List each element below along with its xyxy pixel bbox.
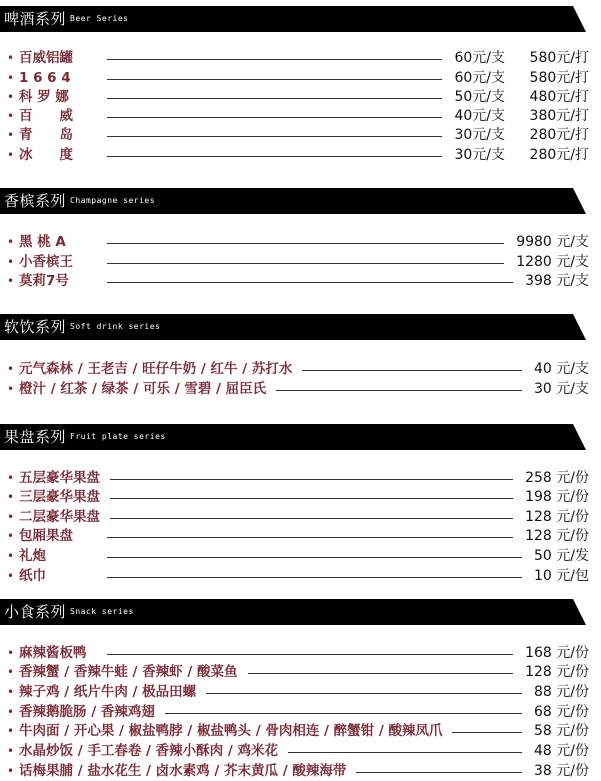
leader-line xyxy=(110,479,513,480)
item-name: 辣子鸡 / 纸片牛肉 / 极品田螺 xyxy=(19,684,197,700)
leader-line xyxy=(107,654,513,655)
menu-item-row xyxy=(0,527,601,546)
leader-line xyxy=(110,518,513,519)
section-title: 香槟系列 xyxy=(4,192,67,210)
item-price: 30 元/支 xyxy=(534,381,589,397)
menu-item-row xyxy=(0,107,601,126)
bullet-marker: • xyxy=(7,235,15,249)
leader-line xyxy=(248,673,513,674)
item-price: 68 元/份 xyxy=(534,704,589,720)
item-price: 128 元/份 xyxy=(525,509,589,525)
menu-item-row xyxy=(0,126,601,145)
leader-line xyxy=(356,772,522,773)
section-header xyxy=(0,6,601,32)
item-price: 258 元/份 xyxy=(525,470,589,486)
menu-item-row xyxy=(0,49,601,68)
item-name: 橙汁 / 红茶 / 绿茶 / 可乐 / 雪碧 / 屈臣氏 xyxy=(19,381,267,397)
section-subtitle: Fruit plate series xyxy=(70,432,166,441)
menu-item-row xyxy=(0,253,601,272)
menu-item-row xyxy=(0,488,601,507)
item-name: 纸巾 xyxy=(19,568,46,584)
leader-line xyxy=(452,732,522,733)
bullet-marker: • xyxy=(7,148,15,162)
item-name: 黑 桃 A xyxy=(19,234,66,250)
menu-item-row xyxy=(0,547,601,566)
menu-section xyxy=(0,599,601,779)
menu-item-row xyxy=(0,146,601,165)
bullet-marker: • xyxy=(7,646,15,660)
item-name: 麻辣酱板鸭 xyxy=(19,645,87,661)
item-name: 香辣蟹 / 香辣牛蛙 / 香辣虾 / 酸菜鱼 xyxy=(19,664,238,680)
leader-line xyxy=(110,498,513,499)
item-name: 1 6 6 4 xyxy=(19,70,71,86)
bullet-marker: • xyxy=(7,705,15,719)
price-per-bottle: 30元/支 xyxy=(454,147,505,163)
bullet-marker: • xyxy=(7,510,15,524)
price-per-dozen: 580元/打 xyxy=(529,70,589,86)
menu-item-row xyxy=(0,644,601,663)
section-subtitle: Snack series xyxy=(70,607,134,616)
leader-line xyxy=(107,557,522,558)
bullet-marker: • xyxy=(7,685,15,699)
section-header xyxy=(0,188,601,214)
leader-line xyxy=(165,713,522,714)
item-price: 48 元/份 xyxy=(534,743,589,759)
item-price: 40 元/支 xyxy=(534,361,589,377)
item-price: 168 元/份 xyxy=(525,645,589,661)
item-name: 莫莉7号 xyxy=(19,273,69,289)
item-name: 三层豪华果盘 xyxy=(19,489,100,505)
menu-item-row xyxy=(0,683,601,702)
leader-line xyxy=(107,117,442,118)
item-price: 128 元/份 xyxy=(525,528,589,544)
leader-line xyxy=(107,577,522,578)
item-name: 牛肉面 / 开心果 / 椒盐鸭脖 / 椒盐鸭头 / 骨肉相连 / 醉蟹钳 / 酸辣凤爪 xyxy=(19,723,443,739)
item-price: 10 元/包 xyxy=(534,568,589,584)
section-title: 啤酒系列 xyxy=(4,10,67,28)
leader-line xyxy=(302,370,522,371)
item-price: 38 元/份 xyxy=(534,763,589,779)
menu-item-row xyxy=(0,233,601,252)
bullet-marker: • xyxy=(7,529,15,543)
menu-item-row xyxy=(0,69,601,88)
bullet-marker: • xyxy=(7,471,15,485)
item-price: 1280 元/支 xyxy=(516,254,589,270)
section-subtitle: Soft drink series xyxy=(70,322,161,331)
item-name: 礼炮 xyxy=(19,548,46,564)
bullet-marker: • xyxy=(7,128,15,142)
section-header xyxy=(0,314,601,340)
item-price: 50 元/发 xyxy=(534,548,589,564)
item-name: 青 岛 xyxy=(19,127,73,143)
item-price: 88 元/份 xyxy=(534,684,589,700)
bullet-marker: • xyxy=(7,109,15,123)
leader-line xyxy=(206,693,522,694)
menu-item-row xyxy=(0,567,601,586)
bullet-marker: • xyxy=(7,362,15,376)
section-header xyxy=(0,424,601,450)
item-price: 9980 元/支 xyxy=(516,234,589,250)
menu-section xyxy=(0,188,601,289)
price-per-bottle: 30元/支 xyxy=(454,127,505,143)
menu-item-row xyxy=(0,508,601,527)
section-subtitle: Beer Series xyxy=(70,14,129,23)
item-name: 元气森林 / 王老吉 / 旺仔牛奶 / 红牛 / 苏打水 xyxy=(19,361,293,377)
section-subtitle: Champagne series xyxy=(70,196,156,205)
bullet-marker: • xyxy=(7,744,15,758)
leader-line xyxy=(107,156,442,157)
menu-section xyxy=(0,424,601,584)
price-per-bottle: 40元/支 xyxy=(454,108,505,124)
leader-line xyxy=(107,59,442,60)
bullet-marker: • xyxy=(7,90,15,104)
leader-line xyxy=(107,136,442,137)
menu-item-row xyxy=(0,380,601,399)
bullet-marker: • xyxy=(7,490,15,504)
price-per-dozen: 280元/打 xyxy=(529,127,589,143)
item-name: 百威铝罐 xyxy=(19,50,73,66)
item-price: 198 元/份 xyxy=(525,489,589,505)
price-per-bottle: 60元/支 xyxy=(454,50,505,66)
bullet-marker: • xyxy=(7,71,15,85)
item-name: 香辣鹅脆肠 / 香辣鸡翅 xyxy=(19,704,155,720)
menu-item-row xyxy=(0,663,601,682)
price-per-dozen: 280元/打 xyxy=(529,147,589,163)
bullet-marker: • xyxy=(7,51,15,65)
bullet-marker: • xyxy=(7,382,15,396)
menu-section xyxy=(0,314,601,397)
price-per-dozen: 380元/打 xyxy=(529,108,589,124)
leader-line xyxy=(107,282,513,283)
menu-item-row xyxy=(0,703,601,722)
section-title: 小食系列 xyxy=(4,603,67,621)
item-name: 二层豪华果盘 xyxy=(19,509,100,525)
menu-section xyxy=(0,6,601,163)
item-price: 58 元/份 xyxy=(534,723,589,739)
section-title: 软饮系列 xyxy=(4,318,67,336)
item-name: 科 罗 娜 xyxy=(19,89,69,105)
leader-line xyxy=(276,390,522,391)
item-price: 128 元/份 xyxy=(525,664,589,680)
menu-item-row xyxy=(0,762,601,781)
menu-item-row xyxy=(0,722,601,741)
leader-line xyxy=(107,263,504,264)
item-name: 百 威 xyxy=(19,108,73,124)
section-header xyxy=(0,599,601,625)
price-per-bottle: 50元/支 xyxy=(454,89,505,105)
bullet-marker: • xyxy=(7,274,15,288)
menu-item-row xyxy=(0,469,601,488)
bullet-marker: • xyxy=(7,549,15,563)
item-price: 398 元/支 xyxy=(525,273,589,289)
price-per-bottle: 60元/支 xyxy=(454,70,505,86)
price-per-dozen: 580元/打 xyxy=(529,50,589,66)
item-name: 冰 度 xyxy=(19,147,73,163)
menu-item-row xyxy=(0,272,601,291)
leader-line xyxy=(107,243,504,244)
bullet-marker: • xyxy=(7,569,15,583)
item-name: 水晶炒饭 / 手工春卷 / 香辣小酥肉 / 鸡米花 xyxy=(19,743,278,759)
menu-item-row xyxy=(0,360,601,379)
item-name: 话梅果脯 / 盐水花生 / 卤水素鸡 / 芥末黄瓜 / 酸辣海带 xyxy=(19,763,347,779)
item-name: 五层豪华果盘 xyxy=(19,470,100,486)
leader-line xyxy=(288,752,522,753)
leader-line xyxy=(107,79,442,80)
bullet-marker: • xyxy=(7,665,15,679)
bullet-marker: • xyxy=(7,724,15,738)
bullet-marker: • xyxy=(7,255,15,269)
item-name: 包厢果盘 xyxy=(19,528,73,544)
leader-line xyxy=(107,98,442,99)
menu-item-row xyxy=(0,88,601,107)
leader-line xyxy=(107,537,513,538)
price-per-dozen: 480元/打 xyxy=(529,89,589,105)
bullet-marker: • xyxy=(7,764,15,778)
section-title: 果盘系列 xyxy=(4,428,67,446)
menu-item-row xyxy=(0,742,601,761)
item-name: 小香槟王 xyxy=(19,254,73,270)
